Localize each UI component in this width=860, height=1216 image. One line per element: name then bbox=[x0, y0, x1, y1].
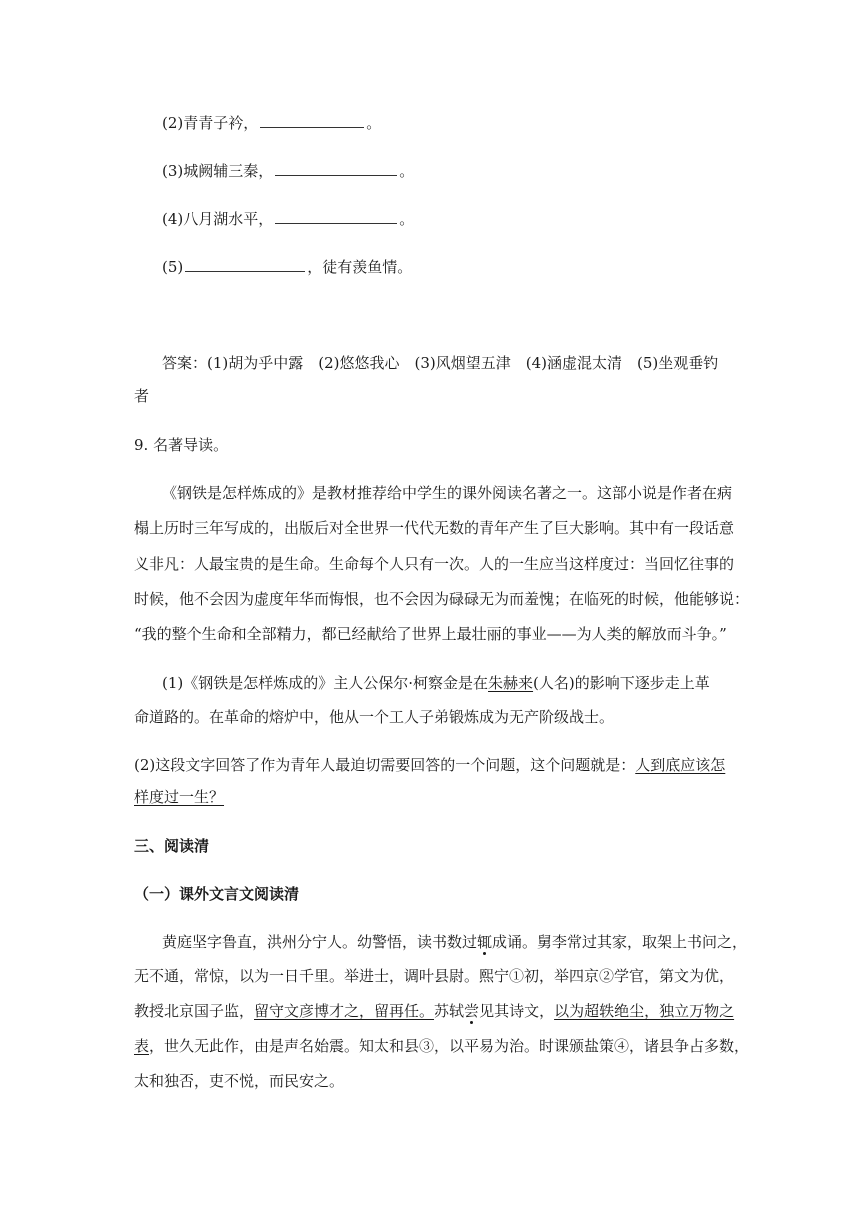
section-3-subtitle: （一）课外文言文阅读清 bbox=[134, 885, 300, 903]
emphasis-char: 辄 bbox=[477, 933, 493, 951]
classical-text-line: 表，世久无此作，由是声名始震。知太和县③，以平易为治。时课颁盐策④，诸县争占多数， bbox=[134, 1037, 750, 1055]
fill-blank-2: (2)青青子衿， 。 bbox=[162, 114, 382, 132]
answer-line: 答案：(1)胡为乎中露 (2)悠悠我心 (3)风烟望五津 (4)涵虚混太清 (5)坐观垂钓 bbox=[162, 354, 719, 372]
section-3-title: 三、阅读清 bbox=[134, 837, 210, 855]
fill-blank-4: (4)八月湖水平， 。 bbox=[162, 210, 415, 228]
underlined-sentence: 留守文彦博才之，留再任。 bbox=[254, 1002, 435, 1020]
underlined-sentence: 表 bbox=[134, 1037, 150, 1055]
underlined-sentence: 以为超轶绝尘，独立万物之 bbox=[554, 1002, 735, 1020]
answer-line-cont: 者 bbox=[134, 387, 150, 405]
passage-line: 时候，他不会因为虚度年华而悔恨，也不会因为碌碌无为而羞愧；在临死的时候，他能够说： bbox=[134, 590, 750, 608]
answer-blank[interactable] bbox=[275, 161, 397, 176]
classical-text-line: 太和独否，吏不悦，而民安之。 bbox=[134, 1072, 345, 1090]
answer-blank[interactable] bbox=[260, 113, 364, 128]
classical-text-line: 黄庭坚字鲁直，洪州分宁人。幼警悟，读书数过辄成诵。舅李常过其家，取架上书问之， bbox=[162, 933, 748, 951]
sub-question-1: (1)《钢铁是怎样炼成的》主人公保尔·柯察金是在朱赫来(人名)的影响下逐步走上革 bbox=[162, 674, 710, 692]
answer-text: 朱赫来 bbox=[488, 674, 534, 692]
fill-blank-5: (5) ，徒有羡鱼情。 bbox=[162, 258, 413, 276]
answer-text: 样度过一生？ bbox=[134, 788, 225, 806]
passage-line: “我的整个生命和全部精力，都已经献给了世界上最壮丽的事业——为人类的解放而斗争。” bbox=[134, 625, 727, 643]
classical-text-line: 无不通，常惊，以为一日千里。举进士，调叶县尉。熙宁①初，举四京②学官，第文为优， bbox=[134, 967, 735, 985]
fill-blank-3: (3)城阙辅三秦， 。 bbox=[162, 162, 415, 180]
passage-line: 义非凡：人最宝贵的是生命。生命每个人只有一次。人的一生应当这样度过：当回忆往事的 bbox=[134, 555, 735, 573]
answer-blank[interactable] bbox=[275, 209, 397, 224]
sub-question-1-cont: 命道路的。在革命的熔炉中，他从一个工人子弟锻炼成为无产阶级战士。 bbox=[134, 708, 615, 726]
classical-text-line: 教授北京国子监，留守文彦博才之，留再任。苏轼尝见其诗文，以为超轶绝尘，独立万物之 bbox=[134, 1002, 735, 1020]
emphasis-char: 尝 bbox=[464, 1002, 480, 1020]
sub-question-2-cont bbox=[134, 787, 734, 807]
passage-line: 《钢铁是怎样炼成的》是教材推荐给中学生的课外阅读名著之一。这部小说是作者在病 bbox=[162, 484, 733, 502]
answer-blank[interactable] bbox=[185, 257, 305, 272]
answer-text: 人到底应该怎 bbox=[635, 756, 726, 774]
passage-line: 榻上历时三年写成的，出版后对全世界一代代无数的青年产生了巨大影响。其中有一段话意 bbox=[134, 519, 735, 537]
question-9-title: 9. 名著导读。 bbox=[134, 436, 229, 454]
sub-question-2: (2)这段文字回答了作为青年人最迫切需要回答的一个问题，这个问题就是：人到底应该怎 bbox=[134, 756, 726, 774]
